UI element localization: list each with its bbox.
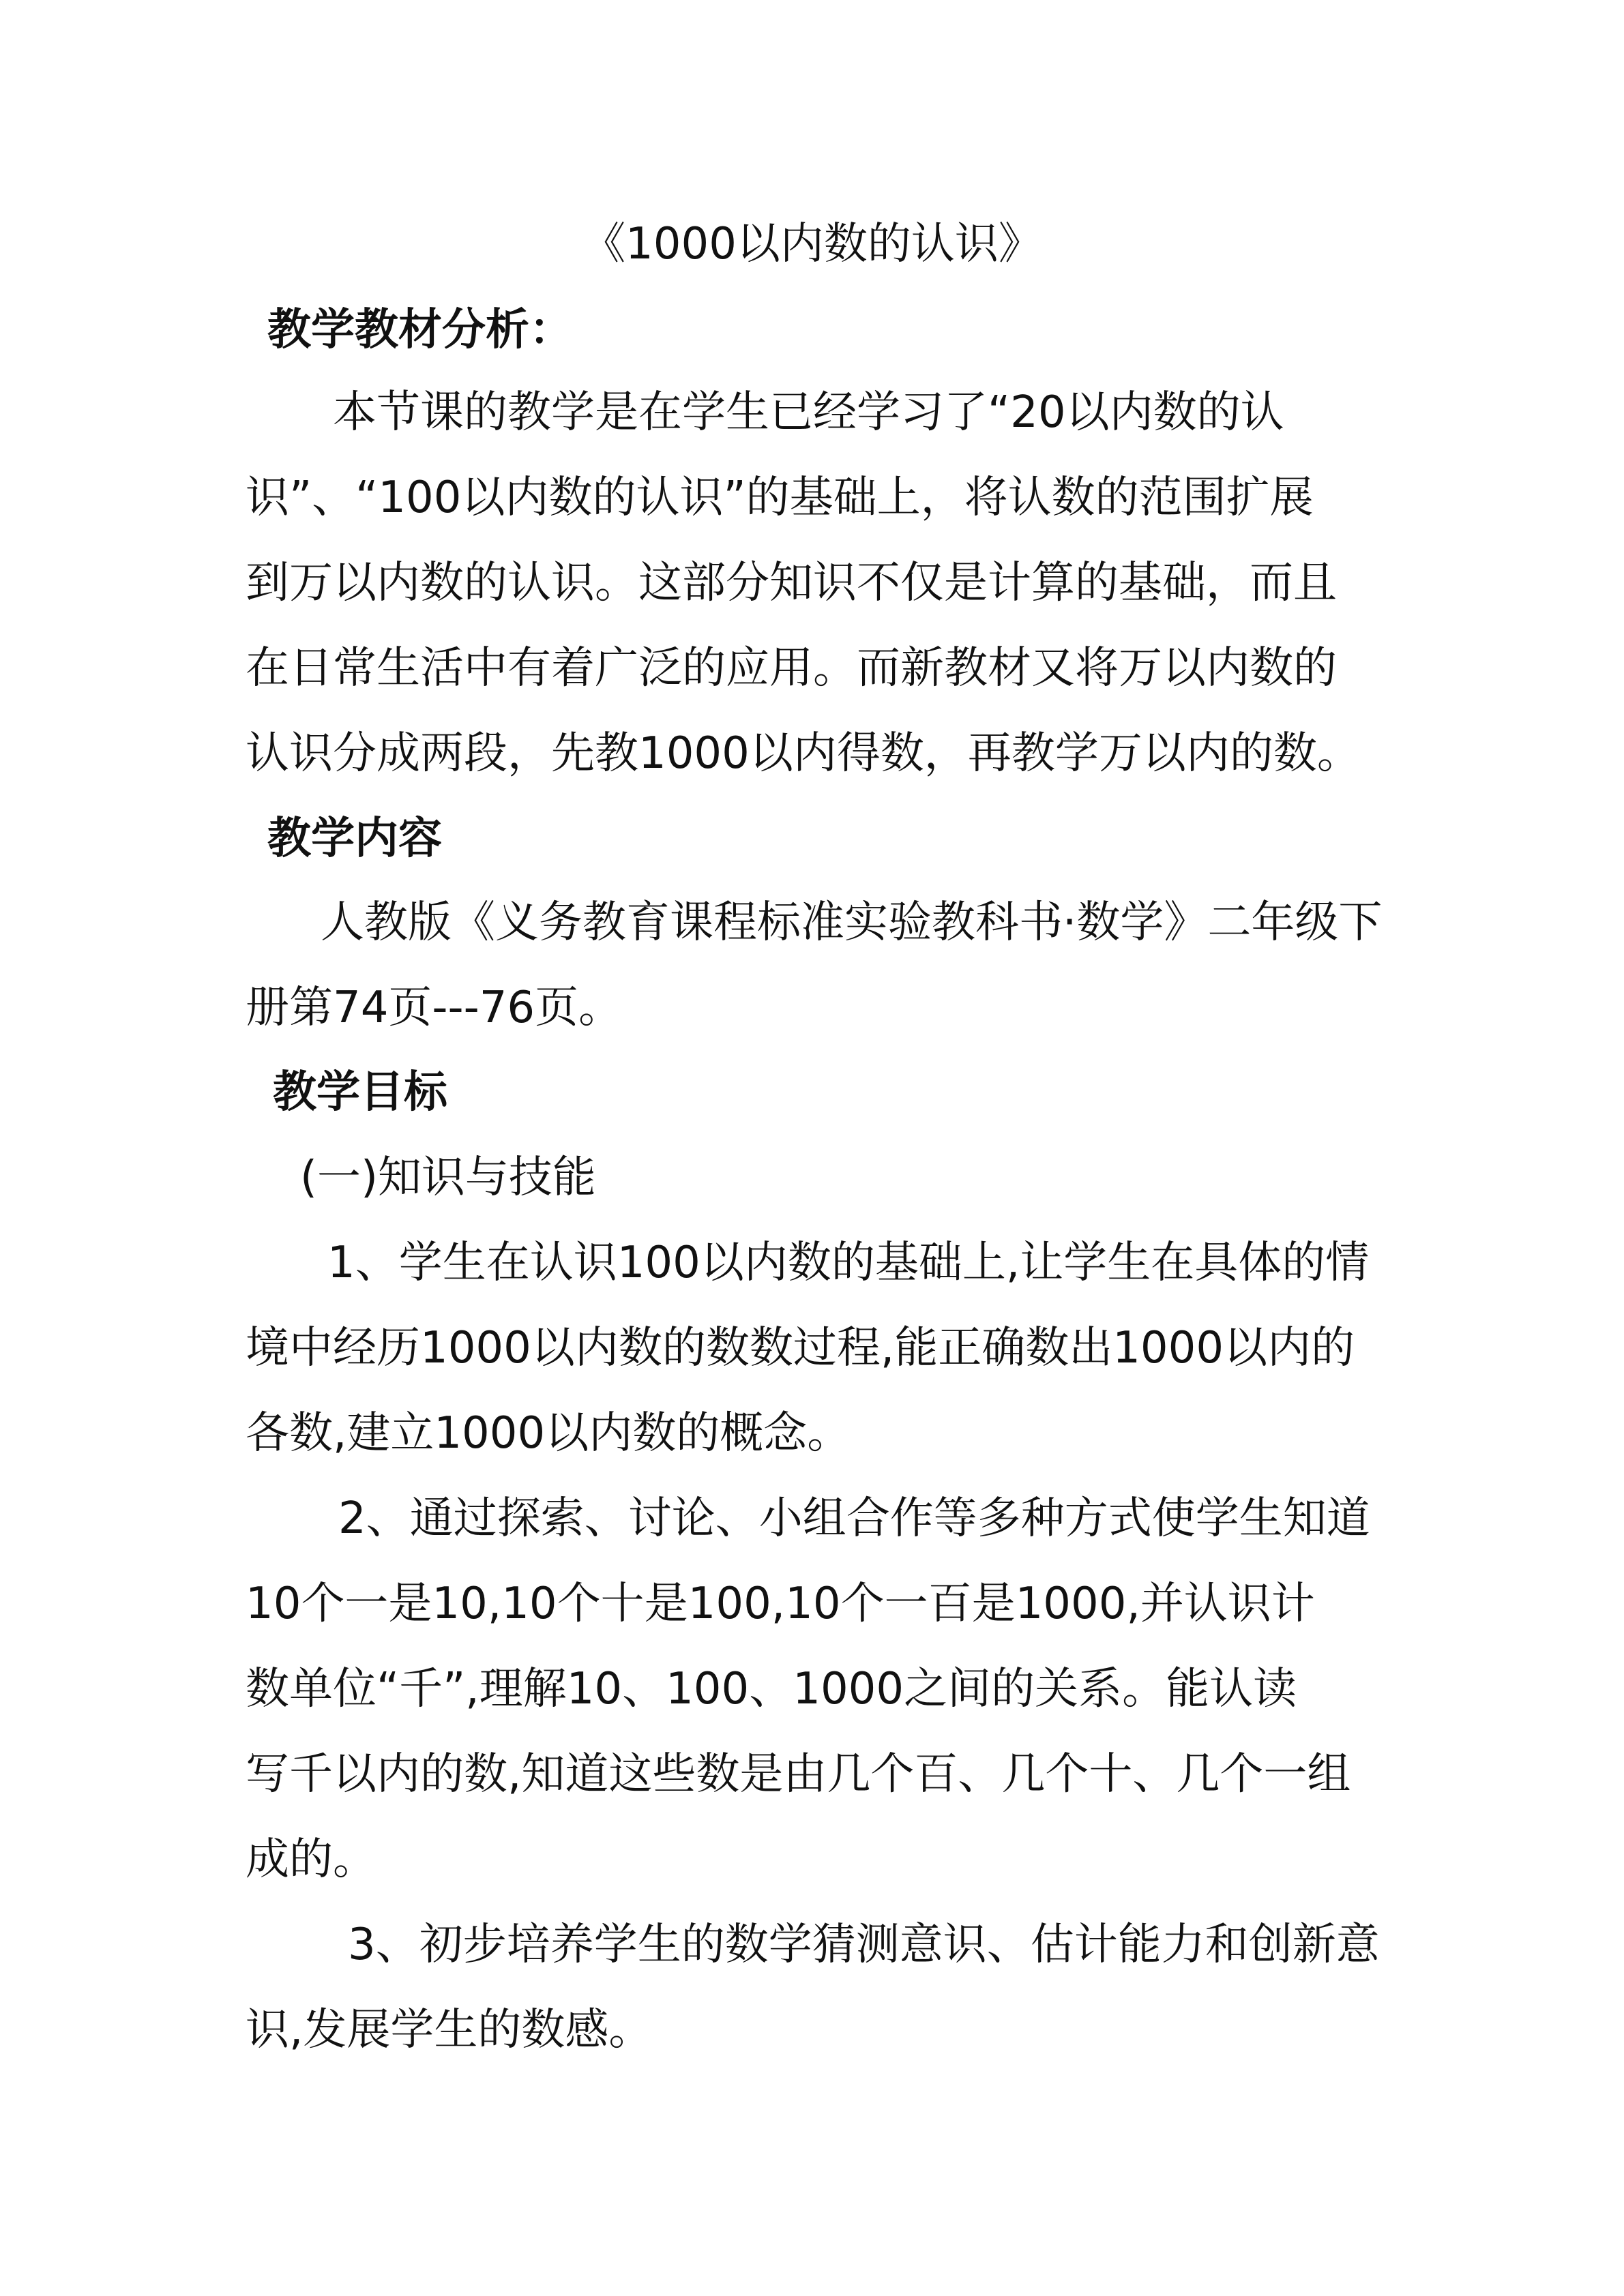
objective-item-line: 识,发展学生的数感。 <box>246 2005 653 2055</box>
objective-item-line: 数单位“千”,理解10、100、1000之间的关系。能认读 <box>246 1664 1297 1714</box>
document-title: 《1000以内数的认识》 <box>582 219 1042 269</box>
objective-item-line: 写千以内的数,知道这些数是由几个百、几个十、几个一组 <box>246 1749 1351 1800</box>
section-heading-content: 教学内容 <box>267 814 442 864</box>
objective-item-line: 2、通过探索、讨论、小组合作等多种方式使学生知道 <box>338 1493 1370 1544</box>
paragraph-line: 本节课的教学是在学生已经学习了“20以内数的认 <box>333 387 1284 438</box>
subheading-knowledge-skills: (一)知识与技能 <box>300 1152 596 1203</box>
paragraph-line: 在日常生活中有着广泛的应用。而新教材又将万以内数的 <box>246 643 1337 694</box>
objective-item-line: 3、初步培养学生的数学猜测意识、估计能力和创新意 <box>348 1920 1380 1970</box>
paragraph-line: 识”、“100以内数的认识”的基础上，将认数的范围扩展 <box>246 473 1314 523</box>
section-heading-analysis: 教学教材分析： <box>267 305 573 355</box>
objective-item-line: 各数,建立1000以内数的概念。 <box>246 1408 851 1459</box>
objective-item-line: 1、学生在认识100以内数的基础上,让学生在具体的情 <box>327 1238 1370 1288</box>
paragraph-line: 到万以内数的认识。这部分知识不仅是计算的基础，而且 <box>246 558 1337 608</box>
objective-item-line: 10个一是10,10个十是100,10个一百是1000,并认识计 <box>246 1579 1315 1629</box>
objective-item-line: 境中经历1000以内数的数数过程,能正确数出1000以内的 <box>246 1323 1355 1373</box>
objective-item-line: 成的。 <box>246 1834 377 1885</box>
paragraph-line: 人教版《义务教育课程标准实验教科书·数学》二年级下 <box>321 897 1383 948</box>
section-heading-objectives: 教学目标 <box>273 1067 447 1118</box>
paragraph-line: 认识分成两段，先教1000以内得数，再教学万以内的数。 <box>246 728 1361 779</box>
paragraph-line: 册第74页---76页。 <box>246 983 623 1033</box>
